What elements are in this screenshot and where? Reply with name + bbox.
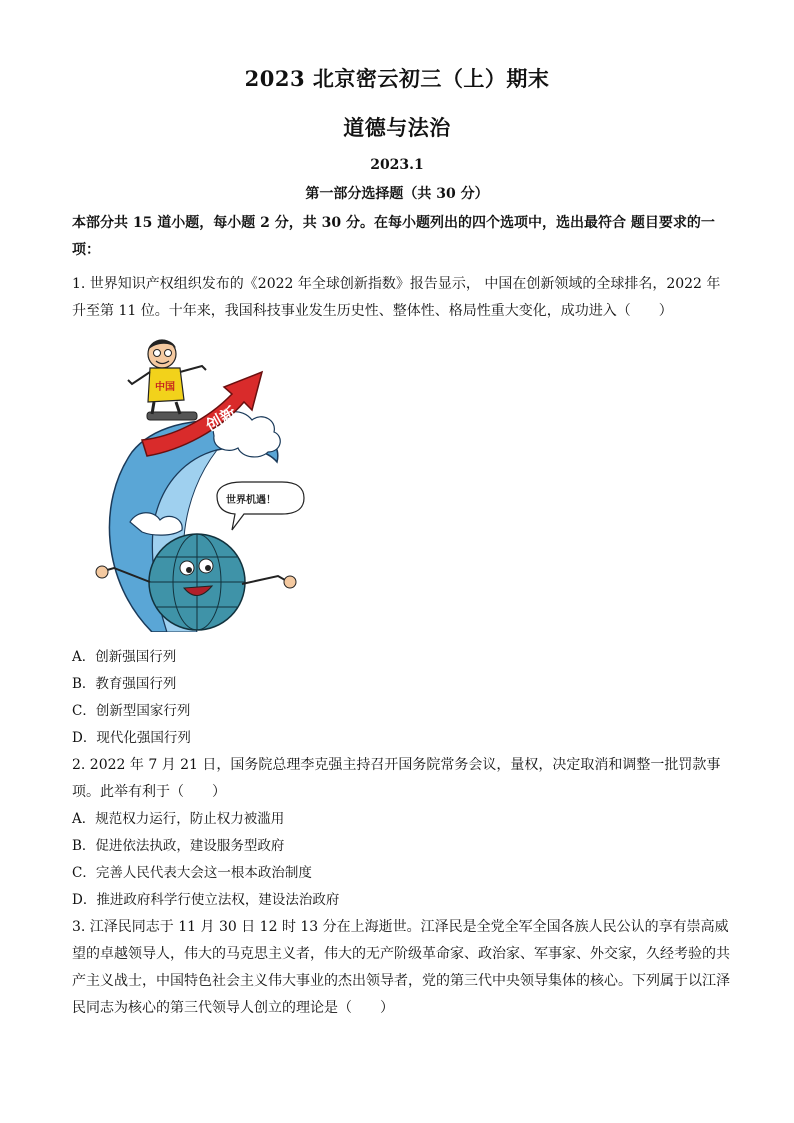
option-a[interactable]: A．创新强国行列 xyxy=(72,649,177,665)
option-b[interactable]: B．教育强国行列 xyxy=(72,676,177,692)
instructions-text: 本部分共 15 道小题，每小题 2 分，共 30 分。在每小题列出的四个选项中，选出最符合 题目要求的一项： xyxy=(72,215,715,258)
option-d[interactable]: D．现代化强国行列 xyxy=(72,730,191,746)
innovation-cartoon-illustration xyxy=(92,332,310,632)
question-1-options xyxy=(72,644,732,752)
question-2-stem: 2. 2022 年 7 月 21 日，国务院总理李克强主持召开国务院常务会议，量权，决定取消和调整一批罚款事项。此举有利于（ ） xyxy=(72,757,721,800)
exam-date: 2023.1 xyxy=(370,157,424,173)
shirt-label: 中国 xyxy=(155,382,175,393)
question-1-stem: 1. 世界知识产权组织发布的《2022 年全球创新指数》报告显示， 中国在创新领域的全球排名，2022 年升至第 11 位。十年来，我国科技事业发生历史性、整体性、格局性重大变化，成功进入（ ） xyxy=(72,276,721,319)
document-title: 2023 北京密云初三（上）期末 xyxy=(244,66,550,91)
subject-title: 道德与法治 xyxy=(343,115,451,140)
question-2-options xyxy=(72,806,732,914)
question-3-stem: 3. 江泽民同志于 11 月 30 日 12 时 13 分在上海逝世。江泽民是全党全军全国各族人民公认的享有崇高威望的卓越领导人，伟大的马克思主义者，伟大的无产阶级革命家、政治家、军事家、外交家，久经考验的共产主义战士，中国特色社会主义伟大事业的杰出领导者，党的第三代中央领导集体的核心。下列属于以江泽民同志为核心的第三代领导人创立的理论是（ ） xyxy=(72,919,730,1016)
option-b[interactable]: B．促进依法执政，建设服务型政府 xyxy=(72,838,285,854)
option-c[interactable]: C．完善人民代表大会这一根本政治制度 xyxy=(72,865,312,881)
speech-bubble-text: 世界机遇！ xyxy=(226,495,276,506)
section-heading: 第一部分选择题（共 30 分） xyxy=(305,186,489,202)
option-a[interactable]: A．规范权力运行，防止权力被滥用 xyxy=(72,811,285,827)
option-c[interactable]: C．创新型国家行列 xyxy=(72,703,191,719)
arrow-label: 创新 xyxy=(203,404,240,436)
option-d[interactable]: D．推进政府科学行使立法权，建设法治政府 xyxy=(72,892,340,908)
